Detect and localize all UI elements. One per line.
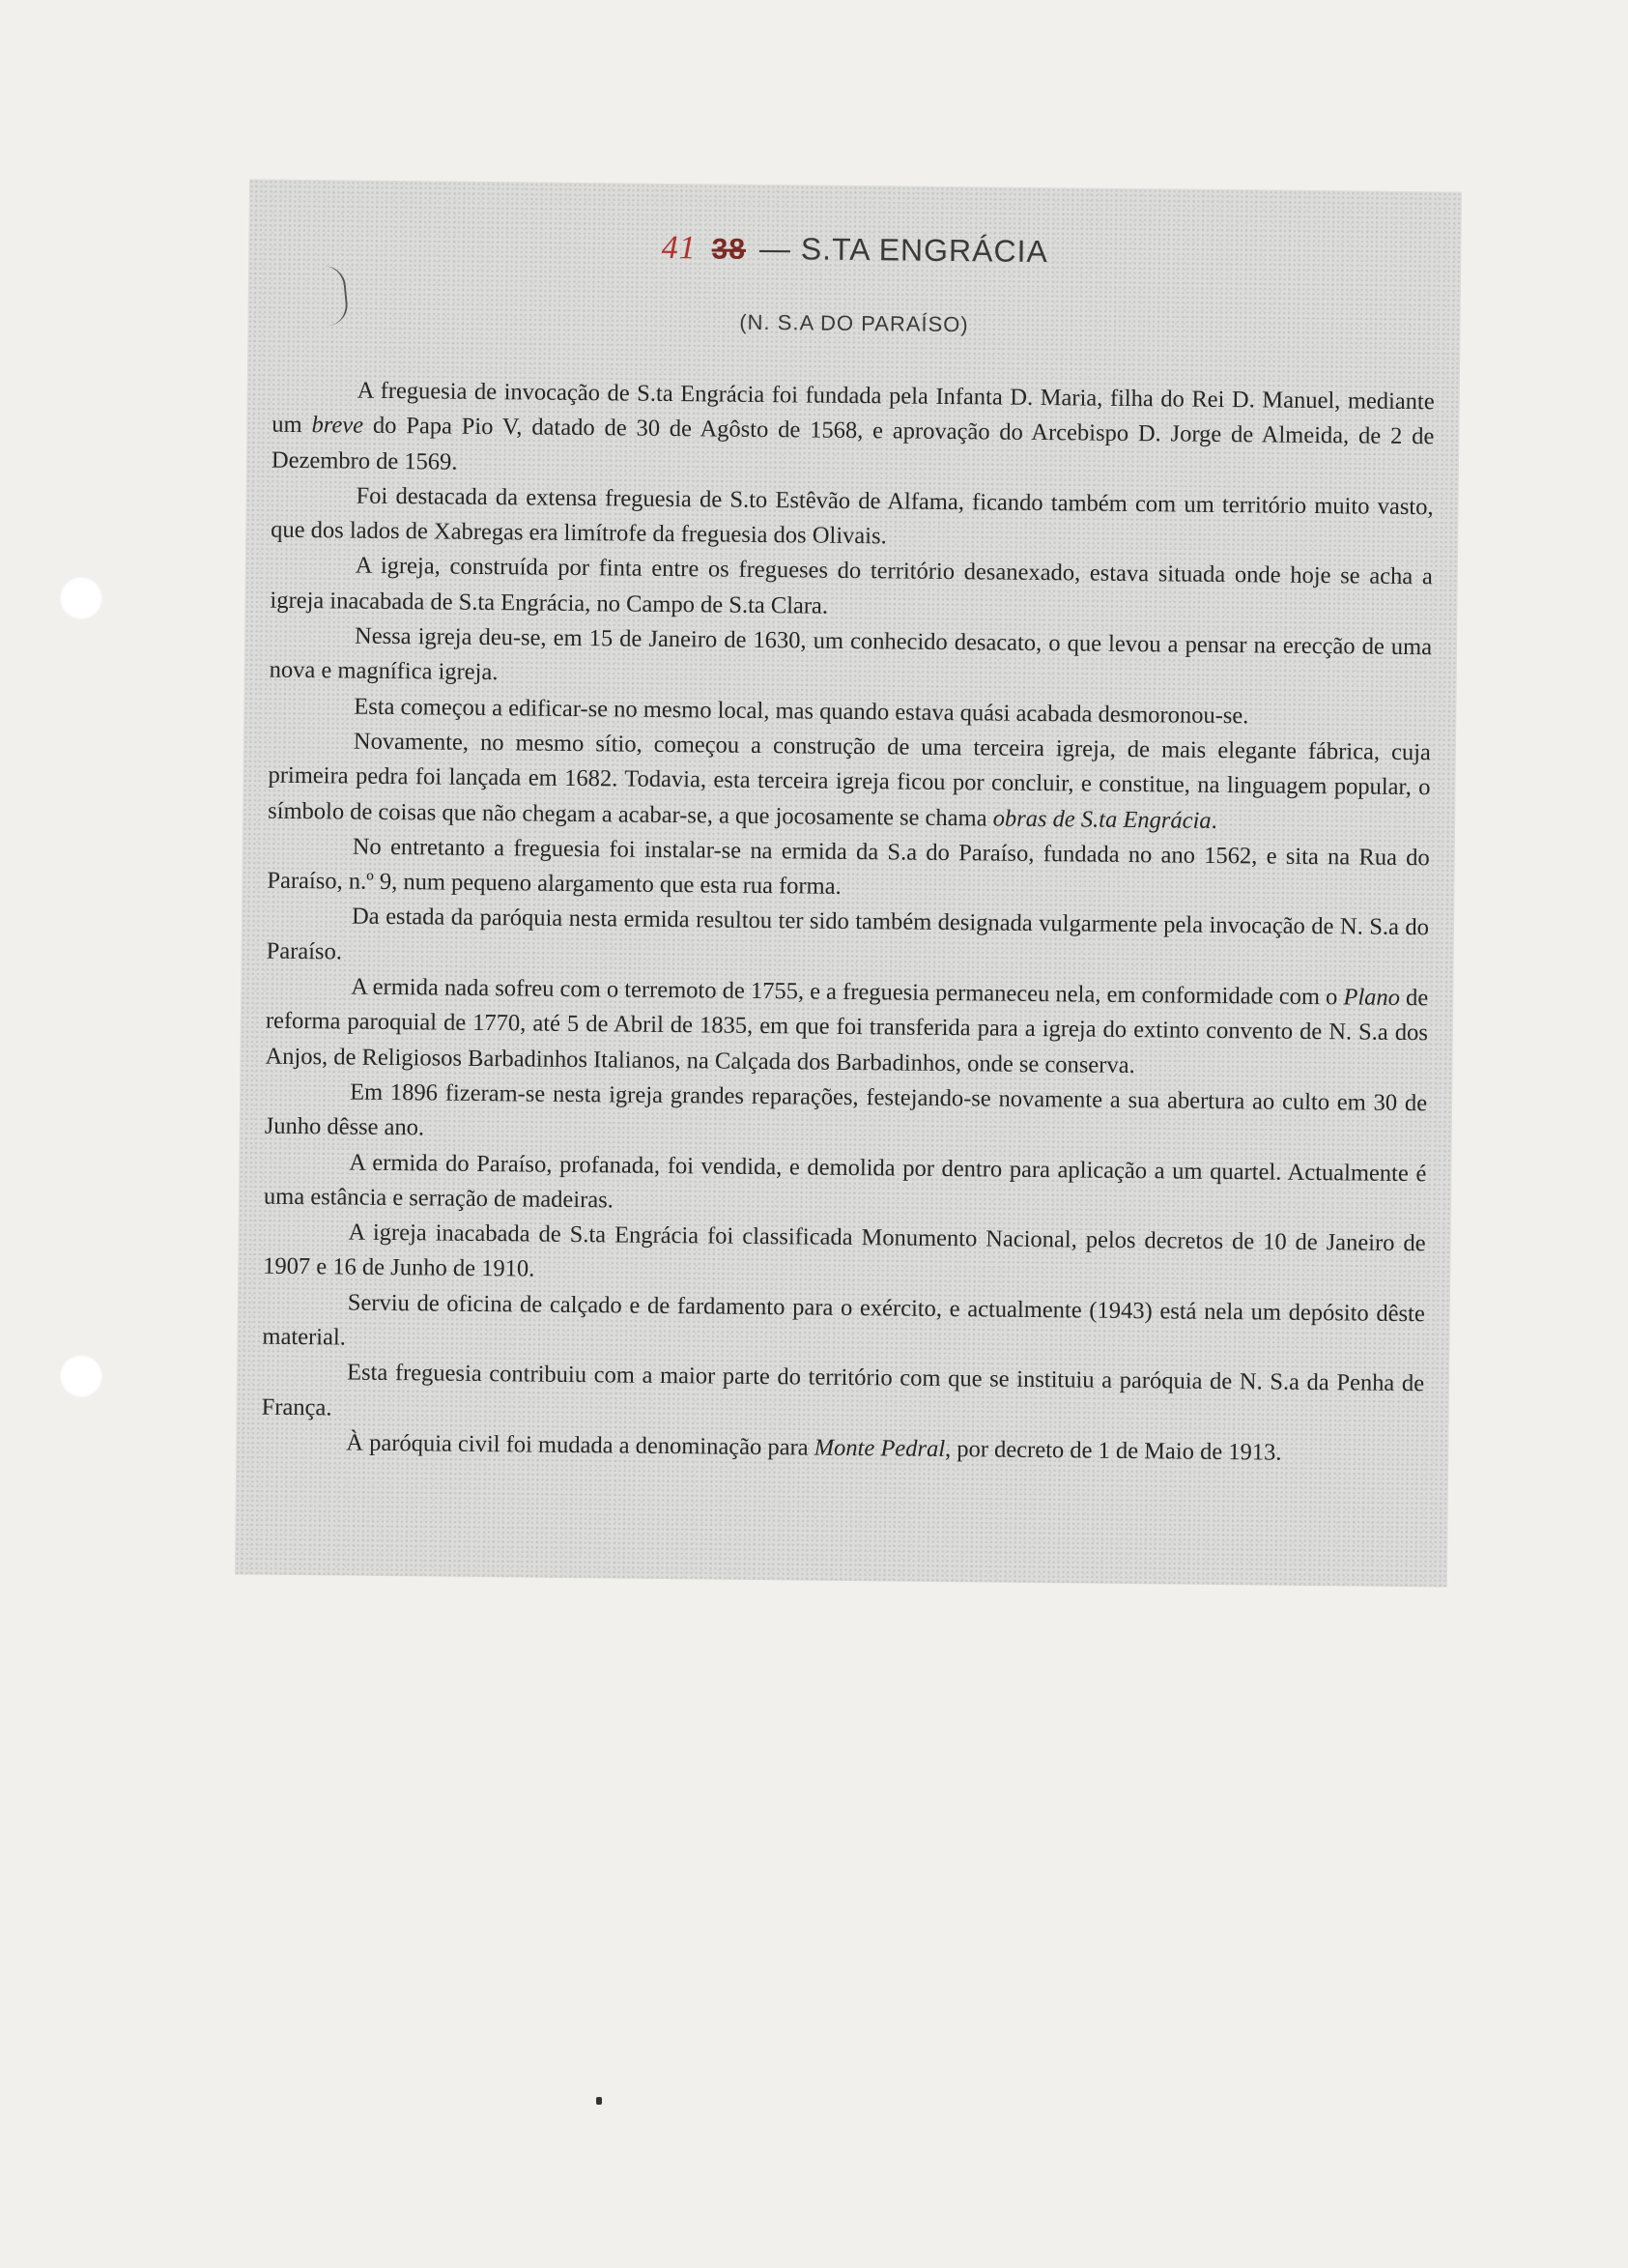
paragraph [268,724,1431,841]
paragraph [262,1284,1425,1366]
text-run: Nessa igreja deu-se, em 15 de Janeiro de 1630, um conhecido desacato, o que levou a pensar na erecção de uma nova e magnífica igreja. [269,622,1433,686]
body-text [261,373,1435,1473]
handwritten-page-number: 41 [661,229,697,267]
pasted-text-sheet [235,179,1462,1587]
text-run: No entretanto a freguesia foi instalar-se na ermida da S.a do Paraíso, fundada no ano 1562, e sita na Rua do Paraíso, n.º 9, num pequeno alargamento que esta rua forma. [267,833,1430,901]
text-run: A ermida nada sofreu com o terremoto de 1755, e a freguesia permaneceu nela, em conformidade com o [351,973,1344,1011]
text-run: Esta começou a edificar-se no mesmo local, mas quando estava quási acabada desmoronou-se. [354,693,1249,729]
paragraph [263,1215,1426,1297]
text-run: Novamente, no mesmo sítio, começou a construção de uma terceira igreja, de mais elegante fábrica, cuja primeira pedra foi lançada em 1682. Todavia, esta terceira igreja ficou por concluir, e constitue, na linguagem popular, o símbolo de coisas que não chegam a acabar-se, a que jocosamente se chama [268,728,1432,832]
paragraph [262,1355,1425,1437]
text-run: A igreja inacabada de S.ta Engrácia foi classificada Monumento Nacional, pelos decretos de 10 de Janeiro de 1907 e 16 de Junho de 1910. [263,1219,1426,1283]
italic-text: obras de S.ta Engrácia [992,805,1212,834]
paragraph [265,1075,1428,1157]
page-subtitle: (N. S.A DO PARAÍSO) [739,309,969,337]
italic-text: Monte Pedral [814,1434,946,1462]
page-header [248,225,1461,274]
punch-hole-top [60,577,102,619]
text-run: À paróquia civil foi mudada a denominação para [346,1429,814,1461]
italic-text: breve [311,412,364,439]
punch-hole-bottom [60,1355,102,1397]
text-run: Esta freguesia contribuiu com a maior parte do território com que se instituiu a paróquia de N. S.a da Penha de França. [261,1359,1425,1421]
paragraph [267,829,1430,911]
paragraph [264,1144,1427,1226]
text-run: , por decreto de 1 de Maio de 1913. [944,1435,1282,1466]
text-run: A freguesia de invocação de S.ta Engrácia foi fundada pela Infanta D. Maria, filha do Rei D. Manuel, mediante um [271,377,1435,439]
text-run: A ermida do Paraíso, profanada, foi vendida, e demolida por dentro para aplicação a um quartel. Actualmente é uma estância e serração de madeiras. [263,1149,1427,1214]
paragraph [271,373,1435,490]
text-run: Serviu de oficina de calçado e de fardamento para o exército, e actualmente (1943) está nela um depósito dêste material. [262,1289,1425,1351]
paragraph [266,899,1429,981]
paragraph [270,548,1433,630]
text-run: de reforma paroquial de 1770, até 5 de Abril de 1835, em que foi transferida para a igreja do extinto convento de N. S.a dos Anjos, de Religiosos Barbadinhos Italianos, na Calçada dos Barbadinhos, onde se conserva. [265,984,1429,1078]
text-run: . [1211,807,1217,834]
text-run: do Papa Pio V, datado de 30 de Agôsto de 1568, e aprovação do Arcebispo D. Jorge de Almeida, de 2 de Dezembro de 1569. [271,412,1435,475]
text-run: A igreja, construída por finta entre os fregueses do território desanexado, estava situada onde hoje se acha a igreja inacabada de S.ta Engrácia, no Campo de S.ta Clara. [270,553,1433,619]
text-run: Em 1896 fizeram-se nesta igreja grandes reparações, festejando-se novamente a sua abertura ao culto em 30 de Junho dêsse ano. [264,1078,1428,1141]
italic-text: Plano [1343,984,1401,1011]
text-run: Foi destacada da extensa freguesia de S.to Estêvão de Alfama, ficando também com um território muito vasto, que dos lados de Xabregas era limítrofe da freguesia dos Olivais. [271,482,1434,550]
paragraph [265,969,1428,1086]
text-run: Da estada da paróquia nesta ermida resultou ter sido também designada vulgarmente pela invocação de N. S.a do Paraíso. [266,904,1430,965]
paragraph [271,478,1434,560]
ink-speck [596,2097,602,2105]
paragraph [270,618,1433,701]
struck-page-number: 38 [711,233,747,266]
page-title: — S.TA ENGRÁCIA [758,230,1049,270]
